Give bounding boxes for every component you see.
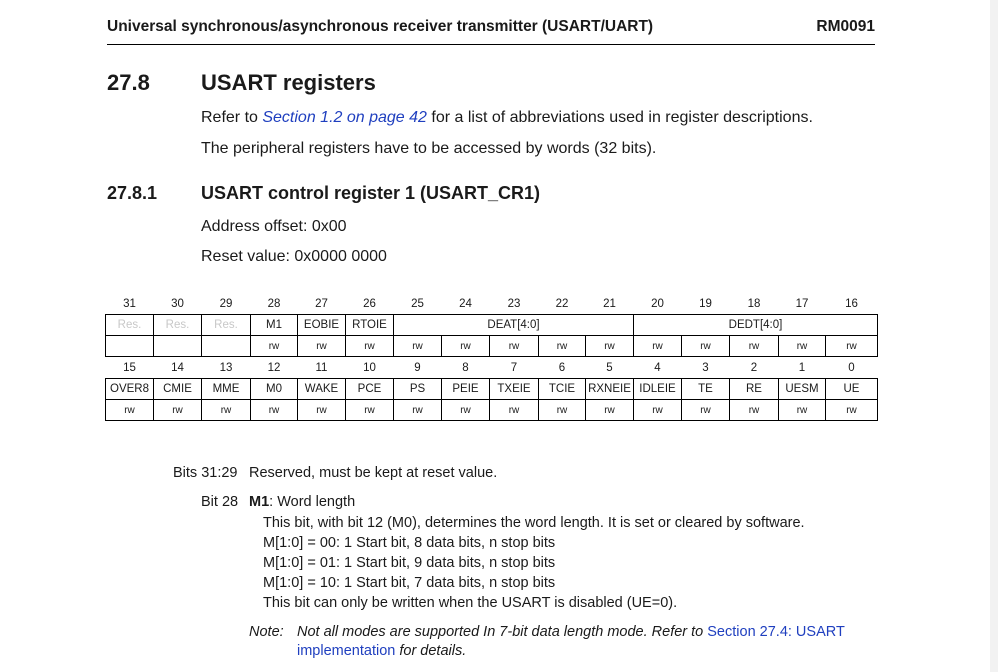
upper-access-cell: rw <box>539 336 586 357</box>
lower-access-cell: rw <box>826 400 878 421</box>
register-field-cell: M1 <box>251 315 298 336</box>
lower-access-cell: rw <box>106 400 154 421</box>
lower-access-cell: rw <box>251 400 298 421</box>
upper-bit-number-cell: 19 <box>699 297 712 310</box>
upper-bit-number-row <box>106 293 878 315</box>
upper-bit-number-cell: 31 <box>123 297 136 310</box>
upper-bit-number-cell: 26 <box>363 297 376 310</box>
lower-field-cell: PEIE <box>442 379 490 400</box>
bit-28-line-2: M[1:0] = 00: 1 Start bit, 8 data bits, n stop bits <box>263 535 556 551</box>
lower-bit-number-cell: 14 <box>171 361 184 374</box>
upper-access-cell: rw <box>682 336 730 357</box>
bit-28-line-5: This bit can only be written when the USART is disabled (UE=0). <box>263 595 678 611</box>
register-field-cell: DEAT[4:0] <box>394 315 634 336</box>
register-field-cell: Res. <box>202 315 251 336</box>
bit-28-label: Bit 28 <box>201 494 239 510</box>
register-field-cell: EOBIE <box>298 315 346 336</box>
note-line-2: implementation for details. <box>297 643 467 659</box>
lower-bit-number-cell: 6 <box>558 361 566 374</box>
bits-31-29-label: Bits 31:29 <box>173 465 238 481</box>
lower-bit-number-cell: 10 <box>363 361 376 374</box>
upper-access-cell: rw <box>346 336 394 357</box>
lower-bit-number-cell: 4 <box>654 361 661 374</box>
note-label: Note: <box>249 624 284 640</box>
lower-field-cell: UESM <box>779 379 826 400</box>
bit-28-title: : Word length <box>269 494 356 510</box>
lower-field-cell: TCIE <box>539 379 586 400</box>
register-field-cell: Res. <box>106 315 154 336</box>
page-header <box>107 16 875 40</box>
lower-access-row <box>106 400 878 421</box>
upper-bit-number-cell: 23 <box>507 297 521 310</box>
upper-bit-number-cell: 30 <box>171 297 184 310</box>
lower-field-row <box>106 379 878 400</box>
upper-bit-number-cell: 29 <box>219 297 233 310</box>
page-edge <box>990 0 998 672</box>
upper-access-cell: rw <box>251 336 298 357</box>
lower-bit-number-cell: 0 <box>848 361 855 374</box>
upper-access-cell: rw <box>779 336 826 357</box>
upper-bit-number-cell: 20 <box>651 297 664 310</box>
subsection-title: USART control register 1 (USART_CR1) <box>201 183 541 203</box>
lower-field-cell: PCE <box>346 379 394 400</box>
upper-bit-number-cell: 28 <box>267 297 281 310</box>
lower-field-cell: CMIE <box>154 379 202 400</box>
lower-field-cell: OVER8 <box>106 379 154 400</box>
header-title: Universal synchronous/asynchronous receiver transmitter (USART/UART) <box>107 18 654 35</box>
upper-access-cell: rw <box>490 336 539 357</box>
bit-28-name: M1 <box>249 494 270 510</box>
upper-bit-number-cell: 21 <box>603 297 616 310</box>
lower-bit-number-cell: 11 <box>315 361 328 374</box>
lower-bit-number-cell: 13 <box>219 361 233 374</box>
note-line-1: Not all modes are supported In 7-bit data length mode. Refer to Section 27.4: USART <box>297 624 845 640</box>
lower-field-cell: IDLEIE <box>634 379 682 400</box>
lower-bit-number-cell: 5 <box>606 361 613 374</box>
lower-access-cell: rw <box>634 400 682 421</box>
lower-access-cell: rw <box>539 400 586 421</box>
lower-bit-number-row <box>106 357 878 379</box>
lower-access-cell: rw <box>346 400 394 421</box>
section-number: 27.8 <box>107 70 150 95</box>
lower-access-cell: rw <box>730 400 779 421</box>
lower-field-cell: M0 <box>251 379 298 400</box>
register-field-cell: RTOIE <box>346 315 394 336</box>
upper-access-row <box>106 336 878 357</box>
lower-access-cell: rw <box>442 400 490 421</box>
lower-bit-number-cell: 2 <box>750 361 758 374</box>
upper-access-cell: rw <box>730 336 779 357</box>
bit-28-line-1: This bit, with bit 12 (M0), determines the word length. It is set or cleared by software. <box>263 515 805 531</box>
lower-bit-number-cell: 7 <box>510 361 518 374</box>
lower-access-cell: rw <box>298 400 346 421</box>
section-paragraph-1: Refer to Section 1.2 on page 42 for a list of abbreviations used in register descriptions. <box>201 109 813 126</box>
document-code: RM0091 <box>816 18 875 35</box>
section-link[interactable]: Section 1.2 on page 42 <box>262 109 427 126</box>
lower-field-cell: PS <box>394 379 442 400</box>
lower-bit-number-cell: 3 <box>702 361 709 374</box>
section-paragraph-2: The peripheral registers have to be accessed by words (32 bits). <box>201 140 657 157</box>
upper-access-cell: rw <box>586 336 634 357</box>
lower-access-cell: rw <box>682 400 730 421</box>
upper-access-cell: rw <box>634 336 682 357</box>
lower-access-cell: rw <box>154 400 202 421</box>
lower-field-cell: TE <box>682 379 730 400</box>
bit-28-line-3: M[1:0] = 01: 1 Start bit, 9 data bits, n stop bits <box>263 555 556 571</box>
lower-field-cell: WAKE <box>298 379 346 400</box>
upper-bit-number-cell: 22 <box>555 297 569 310</box>
note-link[interactable]: Section 27.4: USART <box>707 624 845 640</box>
lower-access-cell: rw <box>490 400 539 421</box>
upper-access-cell <box>106 336 154 357</box>
address-offset: Address offset: 0x00 <box>201 218 347 235</box>
note-link-continued[interactable]: implementation <box>297 643 396 659</box>
lower-bit-number-cell: 1 <box>798 361 806 374</box>
upper-bit-number-cell: 24 <box>459 297 472 310</box>
reset-value: Reset value: 0x0000 0000 <box>201 248 387 265</box>
lower-bit-number-cell: 15 <box>123 361 136 374</box>
upper-access-cell: rw <box>442 336 490 357</box>
upper-field-row <box>106 315 878 336</box>
lower-access-cell: rw <box>394 400 442 421</box>
lower-access-cell: rw <box>586 400 634 421</box>
upper-bit-number-cell: 16 <box>845 297 858 310</box>
lower-field-cell: RE <box>730 379 779 400</box>
header-divider <box>107 44 875 45</box>
lower-access-cell: rw <box>779 400 826 421</box>
bit-28-heading <box>249 494 355 510</box>
upper-access-cell <box>154 336 202 357</box>
upper-access-cell: rw <box>826 336 878 357</box>
lower-bit-number-cell: 8 <box>462 361 469 374</box>
bit-28-line-4: M[1:0] = 10: 1 Start bit, 7 data bits, n stop bits <box>263 575 556 591</box>
lower-access-cell: rw <box>202 400 251 421</box>
bits-31-29-description: Reserved, must be kept at reset value. <box>249 465 498 481</box>
upper-bit-number-cell: 27 <box>315 297 328 310</box>
upper-access-cell: rw <box>394 336 442 357</box>
register-bit-table <box>105 293 878 421</box>
upper-bit-number-cell: 17 <box>795 297 809 310</box>
lower-bit-number-cell: 9 <box>414 361 421 374</box>
lower-field-cell: TXEIE <box>490 379 539 400</box>
lower-bit-number-cell: 12 <box>267 361 281 374</box>
lower-field-cell: MME <box>202 379 251 400</box>
lower-field-cell: RXNEIE <box>586 379 634 400</box>
upper-bit-number-cell: 25 <box>411 297 424 310</box>
subsection-number: 27.8.1 <box>107 183 158 203</box>
upper-access-cell <box>202 336 251 357</box>
register-field-cell: Res. <box>154 315 202 336</box>
register-field-cell: DEDT[4:0] <box>634 315 878 336</box>
section-title: USART registers <box>201 70 376 95</box>
upper-access-cell: rw <box>298 336 346 357</box>
upper-bit-number-cell: 18 <box>747 297 761 310</box>
lower-field-cell: UE <box>826 379 878 400</box>
